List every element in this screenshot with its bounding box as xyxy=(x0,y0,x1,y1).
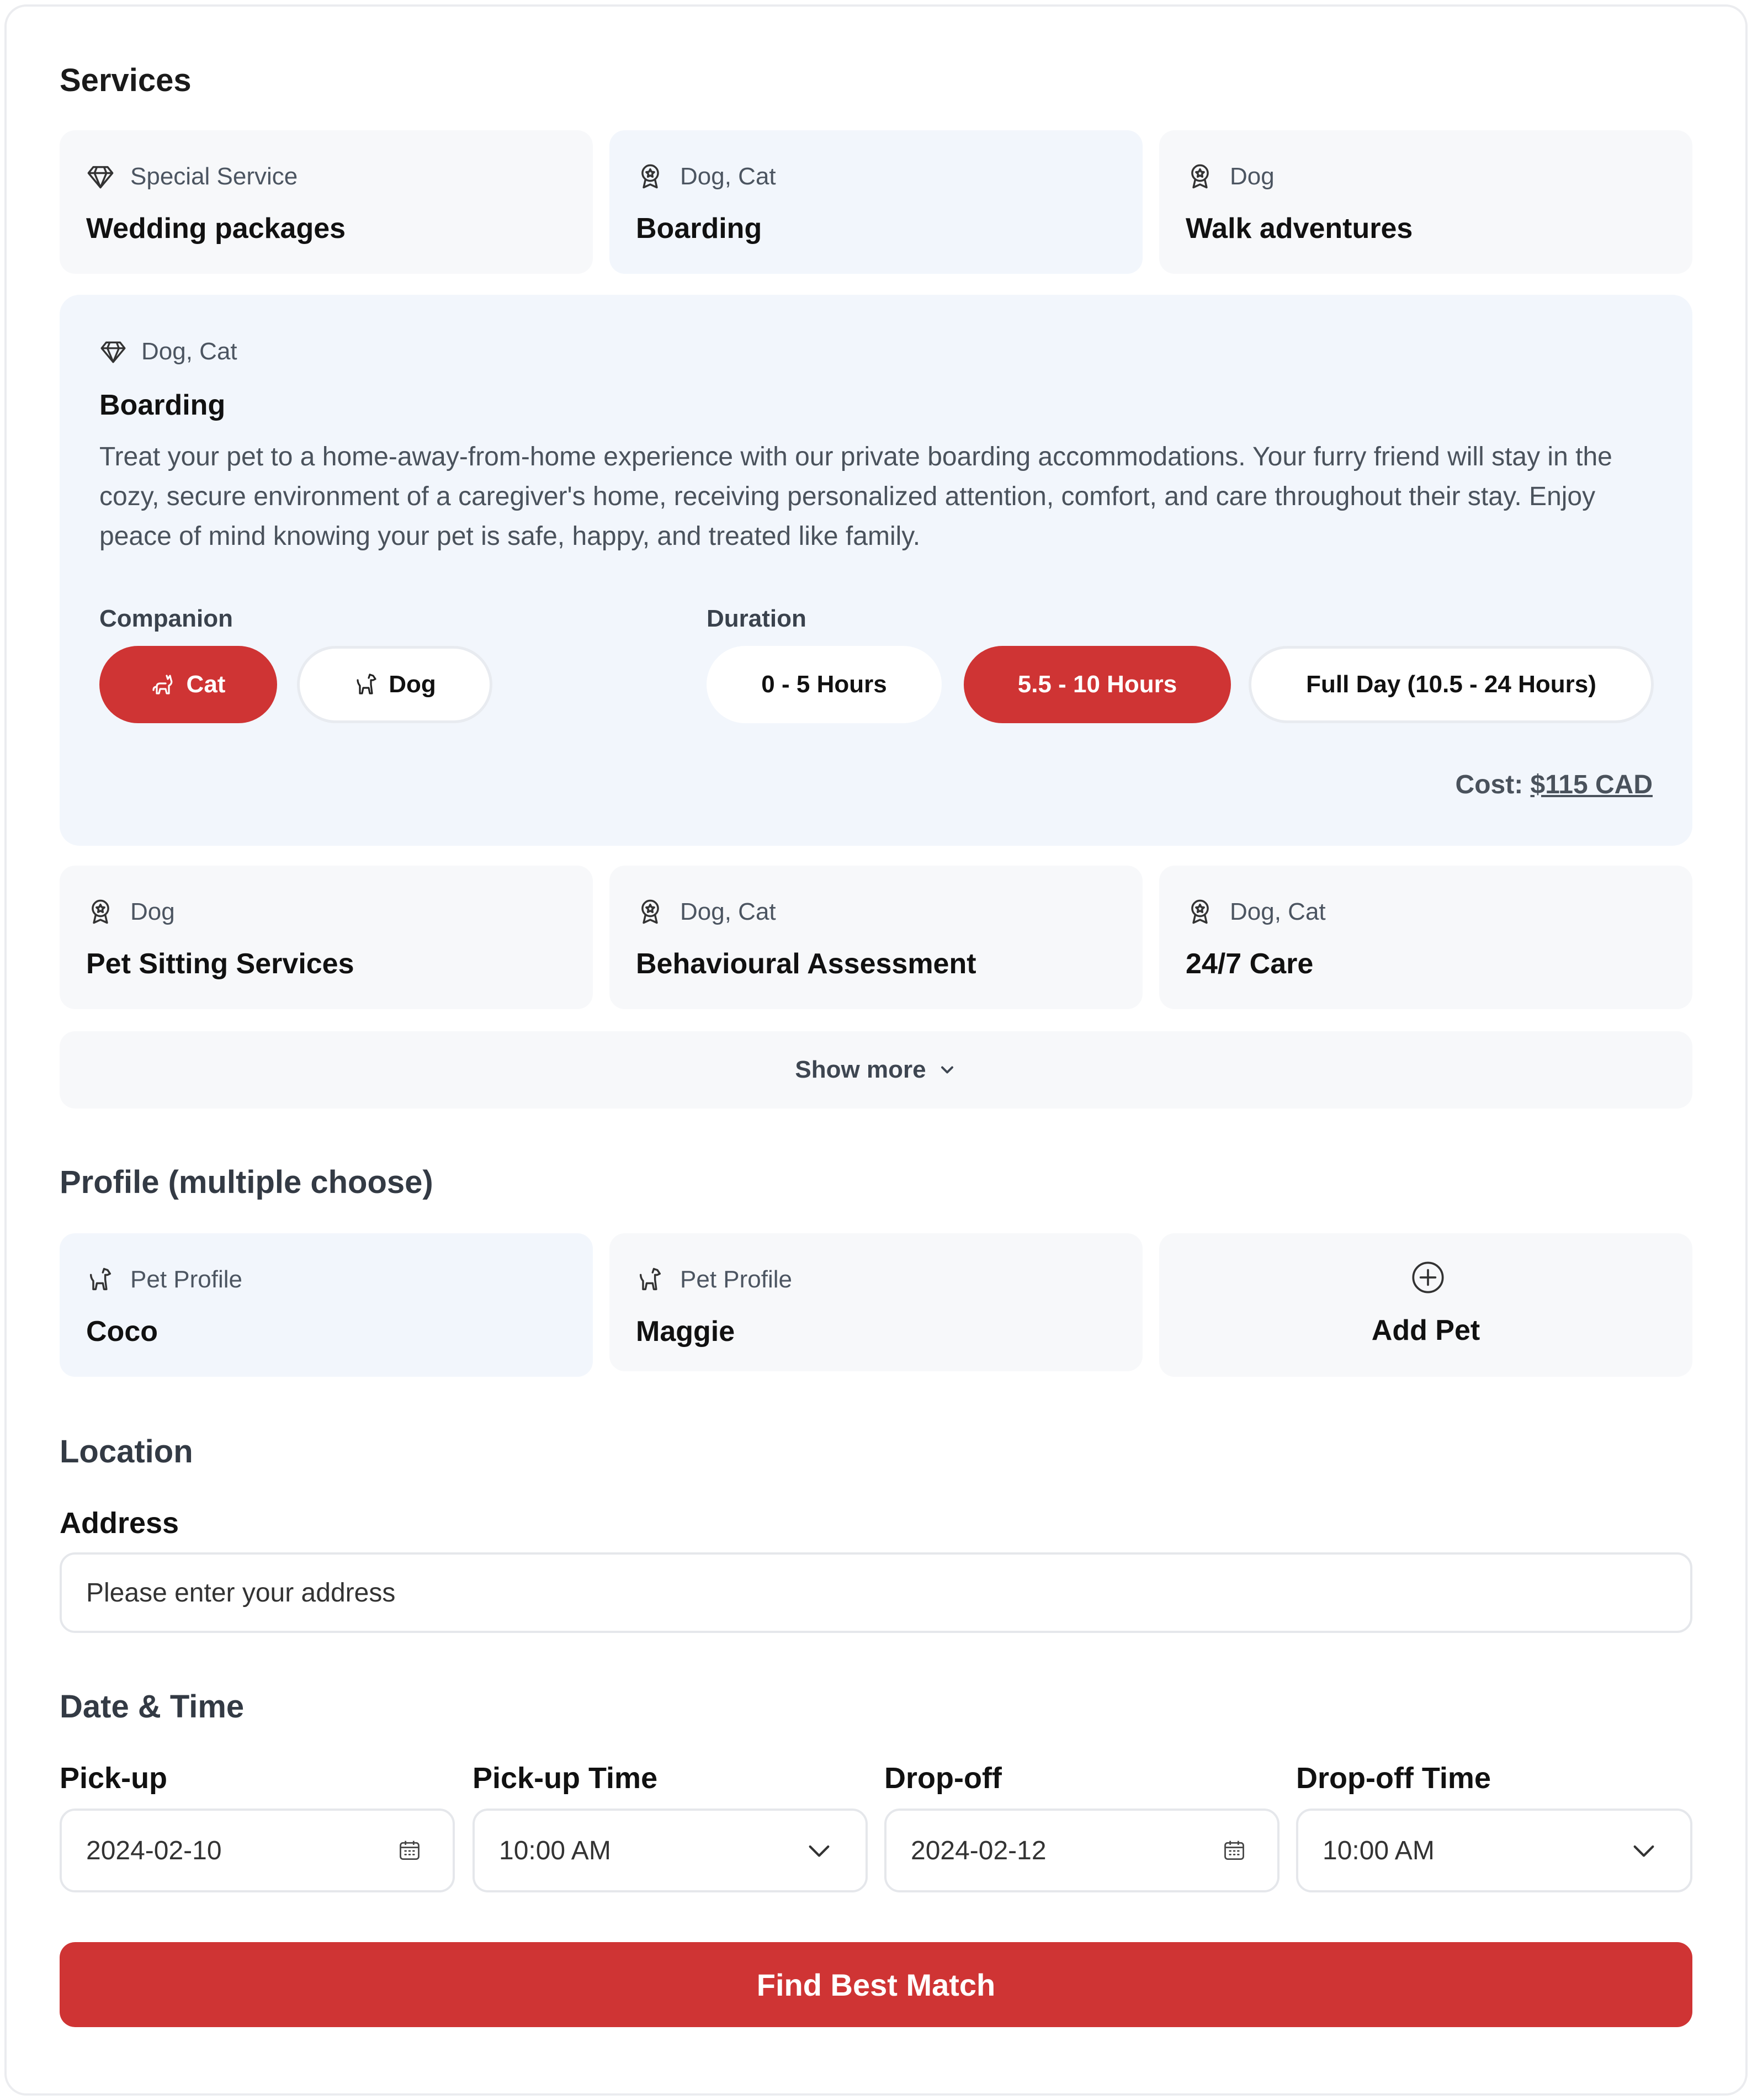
service-card-meta: Dog xyxy=(1230,163,1275,190)
find-best-match-button[interactable]: Find Best Match xyxy=(60,1942,1692,2027)
service-card-name: 24/7 Care xyxy=(1186,948,1314,980)
dropoff-time-label: Drop-off Time xyxy=(1296,1762,1491,1795)
duration-label: Duration xyxy=(707,605,806,632)
services-title: Services xyxy=(60,62,192,98)
dog-icon xyxy=(353,671,380,698)
service-detail-meta: Dog, Cat xyxy=(141,338,237,365)
pet-profile-meta: Pet Profile xyxy=(130,1266,242,1293)
duration-option-0-5[interactable]: 0 - 5 Hours xyxy=(707,646,942,723)
service-card-meta: Dog, Cat xyxy=(1230,898,1326,925)
chevron-down-icon xyxy=(937,1060,957,1080)
cat-icon xyxy=(151,671,178,698)
chevron-down-icon xyxy=(1628,1835,1659,1866)
pet-profile-name: Maggie xyxy=(636,1316,735,1348)
duration-option-full-day[interactable]: Full Day (10.5 - 24 Hours) xyxy=(1249,646,1654,723)
service-card-meta: Dog, Cat xyxy=(680,898,776,925)
dog-icon xyxy=(636,1265,665,1294)
cost-value-link[interactable]: $115 CAD xyxy=(1530,770,1653,799)
dropoff-time-value: 10:00 AM xyxy=(1323,1836,1435,1865)
calendar-icon[interactable] xyxy=(397,1838,422,1863)
award-icon xyxy=(1186,162,1214,191)
pet-profile-meta: Pet Profile xyxy=(680,1266,792,1293)
service-card-walk-adventures[interactable] xyxy=(1159,130,1692,274)
service-detail-name: Boarding xyxy=(99,389,226,421)
service-detail-boarding xyxy=(60,295,1692,846)
pickup-time-select[interactable] xyxy=(472,1809,868,1892)
diamond-icon xyxy=(99,338,127,365)
service-card-name: Pet Sitting Services xyxy=(86,948,354,980)
companion-option-dog[interactable]: Dog xyxy=(297,646,492,723)
address-input[interactable] xyxy=(60,1552,1692,1633)
award-icon xyxy=(636,898,665,926)
service-card-meta: Dog, Cat xyxy=(680,163,776,190)
duration-option-5-10[interactable]: 5.5 - 10 Hours xyxy=(964,646,1231,723)
diamond-icon xyxy=(86,162,115,191)
pickup-date-value: 2024-02-10 xyxy=(86,1836,222,1865)
dropoff-label: Drop-off xyxy=(884,1762,1002,1795)
award-icon xyxy=(1186,898,1214,926)
address-label: Address xyxy=(60,1507,179,1540)
address-placeholder: Please enter your address xyxy=(86,1578,396,1608)
pickup-label: Pick-up xyxy=(60,1762,168,1795)
companion-label: Companion xyxy=(99,605,233,632)
chevron-down-icon xyxy=(804,1835,835,1866)
plus-circle-icon xyxy=(1410,1260,1446,1295)
award-icon xyxy=(636,162,665,191)
service-card-meta: Special Service xyxy=(130,163,298,190)
add-pet-button[interactable] xyxy=(1159,1233,1692,1377)
dropoff-date-input[interactable] xyxy=(884,1809,1280,1892)
service-card-name: Behavioural Assessment xyxy=(636,948,976,980)
profile-title: Profile (multiple choose) xyxy=(60,1164,433,1200)
cost-display: Cost: $115 CAD xyxy=(1455,770,1653,799)
service-card-behavioural-assessment[interactable] xyxy=(609,866,1143,1009)
service-card-name: Boarding xyxy=(636,213,762,245)
service-card-pet-sitting[interactable] xyxy=(60,866,593,1009)
pickup-time-label: Pick-up Time xyxy=(472,1762,658,1795)
datetime-title: Date & Time xyxy=(60,1689,245,1725)
pickup-date-input[interactable] xyxy=(60,1809,455,1892)
dog-icon xyxy=(86,1265,115,1294)
companion-option-cat[interactable]: Cat xyxy=(99,646,277,723)
service-card-meta: Dog xyxy=(130,898,175,925)
service-card-24-7-care[interactable] xyxy=(1159,866,1692,1009)
service-card-wedding-packages[interactable] xyxy=(60,130,593,274)
add-pet-label: Add Pet xyxy=(1371,1314,1480,1346)
show-more-button[interactable]: Show more xyxy=(60,1031,1692,1109)
dropoff-time-select[interactable] xyxy=(1296,1809,1692,1892)
location-title: Location xyxy=(60,1434,193,1470)
calendar-icon[interactable] xyxy=(1222,1838,1246,1863)
service-card-boarding[interactable] xyxy=(609,130,1143,274)
service-detail-description: Treat your pet to a home-away-from-home experience with our private boarding accommodations. Your furry friend will stay in the cozy, secure environment of a caregiver's home, receiving personalized attention, comfort, and care throughout their stay. Enjoy peace of mind knowing your pet is safe, happy, and treated like family. xyxy=(99,442,1612,551)
service-card-name: Walk adventures xyxy=(1186,213,1413,245)
pet-profile-card-coco[interactable] xyxy=(60,1233,593,1377)
award-icon xyxy=(86,898,115,926)
pickup-time-value: 10:00 AM xyxy=(499,1836,611,1865)
service-card-name: Wedding packages xyxy=(86,213,346,245)
pet-profile-card-maggie[interactable] xyxy=(609,1233,1143,1371)
dropoff-date-value: 2024-02-12 xyxy=(911,1836,1047,1865)
pet-profile-name: Coco xyxy=(86,1316,158,1348)
